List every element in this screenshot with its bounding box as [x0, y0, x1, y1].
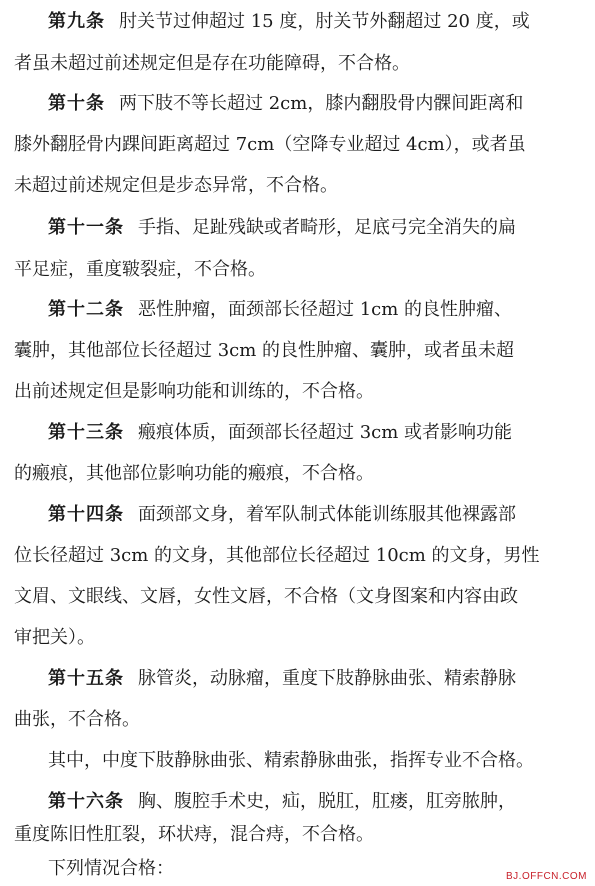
- line-text: 曲张，不合格。: [14, 709, 140, 730]
- line-text: 其中，中度下肢静脉曲张、精索静脉曲张，指挥专业不合格。: [48, 750, 534, 771]
- line-text: 囊肿，其他部位长径超过 3cm 的良性肿瘤、囊肿，或者虽未超: [14, 340, 515, 361]
- article-label: 第十二条: [48, 299, 124, 320]
- article-label: 第十六条: [48, 791, 124, 812]
- paragraph-line: [0, 416, 595, 450]
- article-label: 第十条: [48, 93, 105, 114]
- line-text: 者虽未超过前述规定但是存在功能障碍，不合格。: [14, 53, 410, 74]
- paragraph-line: [0, 169, 595, 203]
- paragraph-line: [0, 580, 595, 614]
- line-text: 位长径超过 3cm 的文身，其他部位长径超过 10cm 的文身，男性: [14, 545, 540, 566]
- line-text: 出前述规定但是影响功能和训练的，不合格。: [14, 381, 374, 402]
- line-text: 瘢痕体质，面颈部长径超过 3cm 或者影响功能: [138, 422, 513, 443]
- line-text: 肘关节过伸超过 15 度，肘关节外翻超过 20 度，或: [119, 11, 530, 32]
- article-label: 第十五条: [48, 668, 124, 689]
- line-text: 胸、腹腔手术史，疝，脱肛，肛瘘，肛旁脓肿，: [138, 791, 516, 812]
- line-text: 面颈部文身，着军队制式体能训练服其他裸露部: [138, 504, 516, 525]
- line-text: 平足症，重度皲裂症，不合格。: [14, 259, 266, 280]
- paragraph-line: [0, 744, 595, 778]
- line-text: 下列情况合格：: [48, 858, 174, 879]
- line-text: 脉管炎，动脉瘤，重度下肢静脉曲张、精索静脉: [138, 668, 516, 689]
- article-line-13-1: [48, 416, 512, 450]
- paragraph-line: [0, 539, 595, 573]
- line-text: 审把关）。: [14, 627, 95, 648]
- article-label: 第十三条: [48, 422, 124, 443]
- line-text: 膝外翻胫骨内踝间距离超过 7cm（空降专业超过 4cm），或者虽: [14, 134, 526, 155]
- line-text: 两下肢不等长超过 2cm，膝内翻股骨内髁间距离和: [119, 93, 524, 114]
- paragraph-line: [0, 128, 595, 162]
- article-label: 第十一条: [48, 217, 124, 238]
- line-text: 文眉、文眼线、文唇，女性文唇，不合格（文身图案和内容由政: [14, 586, 518, 607]
- site-watermark: BJ.OFFCN.COM: [506, 871, 587, 882]
- paragraph-line: [0, 375, 595, 409]
- article-line-14-1: [48, 498, 516, 532]
- paragraph-line: [0, 211, 595, 245]
- paragraph-line: [0, 253, 595, 287]
- paragraph-line: [0, 621, 595, 655]
- line-text: 的瘢痕，其他部位影响功能的瘢痕，不合格。: [14, 463, 374, 484]
- article-line-15-1: [48, 662, 516, 696]
- paragraph-line: [0, 334, 595, 368]
- paragraph-line: [0, 662, 595, 696]
- paragraph-line: [0, 293, 595, 327]
- paragraph-line: [0, 47, 595, 81]
- paragraph-line: [0, 785, 595, 819]
- article-line-11-1: [48, 211, 516, 245]
- article-line-9-1: [48, 5, 530, 39]
- line-text: 手指、足趾残缺或者畸形，足底弓完全消失的扁: [138, 217, 516, 238]
- line-text: 恶性肿瘤，面颈部长径超过 1cm 的良性肿瘤、: [138, 299, 513, 320]
- article-line-12-1: [48, 293, 512, 327]
- line-text: 重度陈旧性肛裂，环状痔，混合痔，不合格。: [14, 824, 374, 845]
- line-text: 未超过前述规定但是步态异常，不合格。: [14, 175, 338, 196]
- paragraph-line: [0, 5, 595, 39]
- paragraph-line: [0, 703, 595, 737]
- paragraph-line: [0, 498, 595, 532]
- article-label: 第十四条: [48, 504, 124, 525]
- paragraph-line: [0, 87, 595, 121]
- paragraph-line: [0, 457, 595, 491]
- paragraph-line: [0, 818, 595, 852]
- article-line-10-1: [48, 87, 523, 121]
- article-line-16-1: [48, 785, 516, 819]
- article-label: 第九条: [48, 11, 105, 32]
